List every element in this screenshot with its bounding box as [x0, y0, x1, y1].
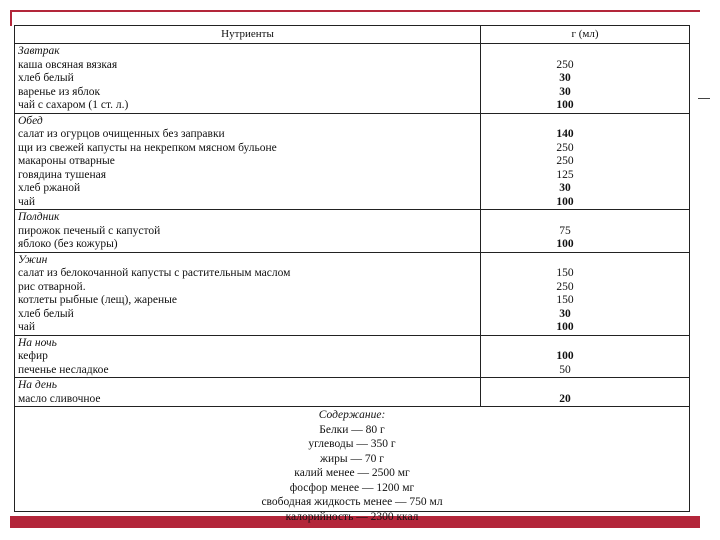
food-item-amount: 150: [556, 267, 574, 279]
meal-section: [15, 253, 689, 336]
food-item-name: салат из белокочанной капусты с растительным маслом: [18, 267, 291, 279]
content-title: Содержание:: [318, 409, 386, 421]
food-item-name: говядина тушеная: [18, 168, 107, 181]
food-item-name: рис отварной.: [18, 280, 86, 293]
food-item-amount: 150: [556, 294, 574, 306]
diet-table: [14, 25, 690, 523]
food-item-amount: 250: [556, 58, 574, 71]
food-item-amount: 30: [559, 307, 571, 320]
food-item-name: пирожок печеный с капустой: [18, 224, 161, 237]
meal-title: На день: [18, 379, 57, 391]
amount-spacer: [481, 379, 689, 393]
meal-amounts-column: [481, 378, 689, 406]
meal-title: На ночь: [18, 336, 57, 349]
food-item-name: чай: [18, 321, 36, 333]
meal-section: [15, 210, 689, 253]
slide-frame-tick: [698, 98, 710, 99]
meal-items-column: [15, 378, 481, 406]
food-item-name: чай: [18, 195, 36, 208]
food-item-amount: 30: [559, 72, 571, 84]
meal-amounts-column: [481, 210, 689, 252]
food-item-amount: 250: [556, 155, 574, 167]
food-item-name: кефир: [18, 350, 48, 362]
meal-title: Полдник: [18, 211, 60, 223]
food-item-name: печенье несладкое: [18, 363, 109, 376]
food-item-name: каша овсяная вязкая: [18, 58, 118, 71]
food-item-amount: 100: [556, 99, 574, 111]
meal-amounts-column: [481, 44, 689, 113]
food-item-name: щи из свежей капусты на некрепком мясном бульоне: [18, 141, 277, 154]
meal-title: Обед: [18, 114, 43, 127]
food-item-amount: 100: [556, 350, 574, 362]
meal-amounts-column: [481, 253, 689, 335]
content-line: углеводы — 350 г: [308, 438, 396, 450]
food-item-name: хлеб белый: [18, 307, 74, 320]
header-amount: г (мл): [571, 28, 599, 40]
food-item-name: яблоко (без кожуры): [18, 238, 118, 250]
amount-spacer: [481, 254, 689, 268]
food-item-amount: 20: [559, 392, 571, 405]
food-item-amount: 30: [559, 85, 571, 98]
content-line: калорийность — 2300 ккал: [285, 510, 419, 523]
amount-spacer: [481, 337, 689, 351]
content-line: калий менее — 2500 мг: [294, 467, 410, 479]
content-line: жиры — 70 г: [320, 452, 384, 465]
food-item-amount: 50: [559, 363, 571, 376]
food-item-name: макароны отварные: [18, 155, 115, 167]
meal-amounts-column: [481, 336, 689, 378]
meal-items-column: [15, 114, 481, 210]
food-item-amount: 75: [559, 224, 571, 237]
food-item-name: салат из огурцов очищенных без заправки: [18, 128, 225, 140]
food-item-amount: 100: [556, 195, 574, 208]
table-header: [15, 26, 689, 44]
amount-spacer: [481, 211, 689, 225]
food-item-amount: 250: [556, 141, 574, 154]
meal-items-column: [15, 210, 481, 252]
content-lines: [15, 423, 689, 525]
header-nutrients: Нутриенты: [15, 26, 481, 43]
food-item-name: котлеты рыбные (лещ), жареные: [18, 294, 177, 306]
food-item-amount: 125: [556, 168, 574, 181]
amount-spacer: [481, 115, 689, 129]
amount-spacer: [481, 45, 689, 59]
content-line: свободная жидкость менее — 750 мл: [261, 496, 443, 508]
food-item-name: масло сливочное: [18, 392, 101, 405]
food-item-name: варенье из яблок: [18, 85, 101, 98]
meal-section: [15, 114, 689, 211]
meal-title: Ужин: [18, 253, 48, 266]
meal-items-column: [15, 253, 481, 335]
content-line: фосфор менее — 1200 мг: [289, 481, 415, 494]
meal-title: Завтрак: [18, 45, 60, 57]
slide-frame-left: [10, 10, 12, 26]
meal-items-column: [15, 44, 481, 113]
content-summary: [15, 407, 689, 524]
meal-section: [15, 336, 689, 379]
food-item-amount: 100: [556, 321, 574, 333]
food-item-amount: 140: [556, 128, 574, 140]
food-item-amount: 250: [556, 280, 574, 293]
slide-frame-top: [10, 10, 700, 12]
food-item-name: хлеб белый: [18, 72, 74, 84]
meal-items-column: [15, 336, 481, 378]
meal-section: [15, 378, 689, 407]
food-item-name: чай с сахаром (1 ст. л.): [18, 99, 129, 111]
food-item-amount: 30: [559, 182, 571, 194]
meal-amounts-column: [481, 114, 689, 210]
table-sections: [15, 44, 689, 407]
food-item-name: хлеб ржаной: [18, 182, 81, 194]
content-line: Белки — 80 г: [319, 423, 385, 436]
food-item-amount: 100: [556, 238, 574, 250]
meal-section: [15, 44, 689, 114]
